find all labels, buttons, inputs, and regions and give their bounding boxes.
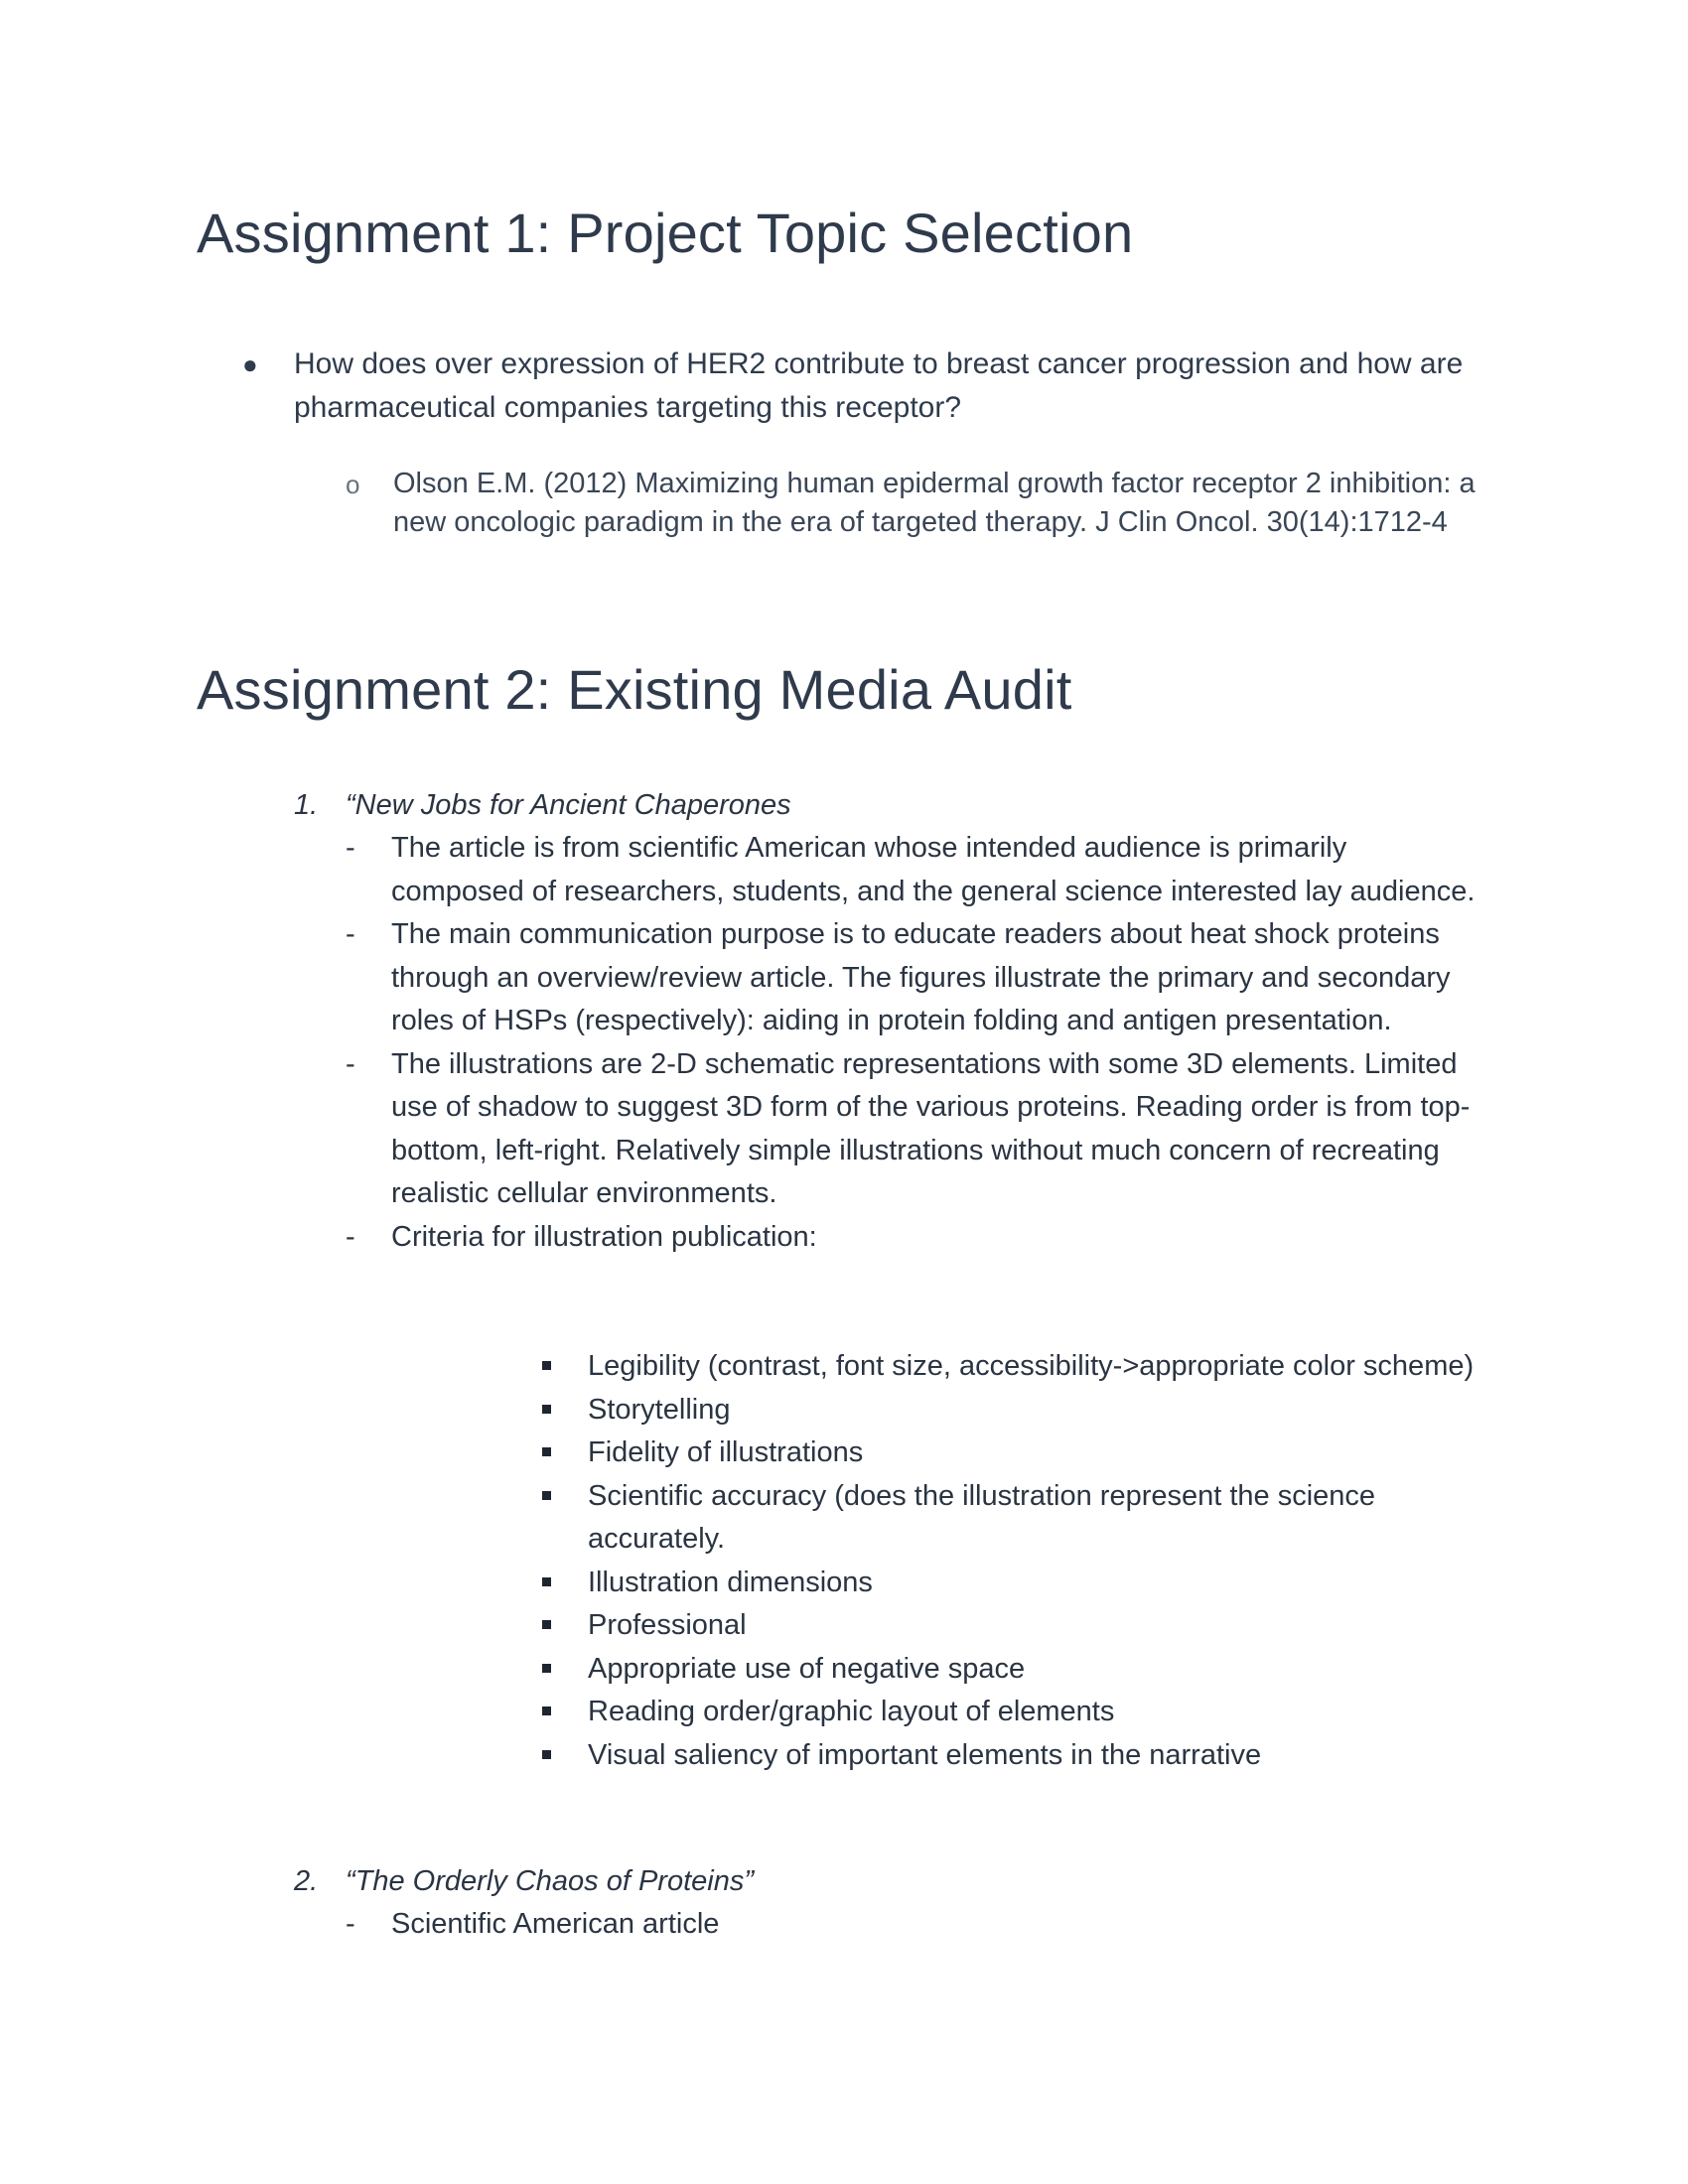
square-bullet-icon bbox=[542, 1491, 551, 1500]
list-item: - Criteria for illustration publication: bbox=[346, 1216, 1487, 1260]
square-bullet-icon bbox=[542, 1361, 551, 1370]
bullet-circle: o bbox=[346, 470, 360, 499]
list-item: Scientific accuracy (does the illustration represent the science accurately. bbox=[542, 1475, 1495, 1562]
media-item-2-title bbox=[294, 1859, 754, 1903]
list-item: Professional bbox=[542, 1604, 1495, 1648]
research-question-text: How does over expression of HER2 contribute to breast cancer progression and how are pharmaceutical companies targeting this receptor? bbox=[294, 347, 1464, 424]
list-item: - Scientific American article bbox=[346, 1903, 1487, 1947]
item-number: 1. bbox=[294, 789, 319, 821]
assignment-2-heading: Assignment 2: Existing Media Audit bbox=[197, 658, 1072, 721]
list-item: Fidelity of illustrations bbox=[542, 1432, 1495, 1475]
list-item: Appropriate use of negative space bbox=[542, 1648, 1495, 1692]
media-item-1-title bbox=[294, 783, 791, 827]
dash-marker: - bbox=[346, 1047, 355, 1080]
dash-marker: - bbox=[346, 1908, 355, 1940]
list-item: - The main communication purpose is to educate readers about heat shock proteins through an overview/review article. The figures illustrate the primary and secondary roles of HSPs (respectively): aiding in protein folding and antigen presentation. bbox=[346, 913, 1487, 1043]
list-item: - The illustrations are 2-D schematic representations with some 3D elements. Limited use of shadow to suggest 3D form of the various proteins. Reading order is from top- bottom, left-right. Relatively simple illustrations without much concern of recreating realistic cellular environments. bbox=[346, 1043, 1487, 1216]
square-bullet-icon bbox=[542, 1405, 551, 1414]
publication-criteria-list bbox=[542, 1345, 1495, 1777]
media-item-2-points bbox=[346, 1903, 1487, 1947]
square-bullet-icon bbox=[542, 1664, 551, 1673]
list-item: Legibility (contrast, font size, accessibility->appropriate color scheme) bbox=[542, 1345, 1495, 1389]
dash-marker: - bbox=[346, 832, 355, 864]
list-item: Reading order/graphic layout of elements bbox=[542, 1691, 1495, 1734]
dash-marker: - bbox=[346, 1220, 355, 1253]
square-bullet-icon bbox=[542, 1706, 551, 1715]
bullet-dot: ● bbox=[242, 349, 258, 379]
square-bullet-icon bbox=[542, 1447, 551, 1456]
item-number: 2. bbox=[294, 1865, 319, 1897]
list-item: Visual saliency of important elements in the narrative bbox=[542, 1734, 1495, 1778]
list-item: - The article is from scientific American whose intended audience is primarily composed of researchers, students, and the general science interested lay audience. bbox=[346, 827, 1487, 913]
square-bullet-icon bbox=[542, 1577, 551, 1586]
assignment-1-heading: Assignment 1: Project Topic Selection bbox=[197, 202, 1134, 264]
dash-marker: - bbox=[346, 918, 355, 950]
list-item: Storytelling bbox=[542, 1389, 1495, 1433]
list-item: Illustration dimensions bbox=[542, 1562, 1495, 1605]
media-item-1-points bbox=[346, 827, 1487, 1259]
square-bullet-icon bbox=[542, 1620, 551, 1629]
item-title: “New Jobs for Ancient Chaperones bbox=[346, 789, 791, 821]
item-title: “The Orderly Chaos of Proteins” bbox=[346, 1865, 754, 1897]
reference-text: Olson E.M. (2012) Maximizing human epidermal growth factor receptor 2 inhibition: a new oncologic paradigm in the era of targeted therapy. J Clin Oncol. 30(14):1712-4 bbox=[393, 468, 1476, 538]
square-bullet-icon bbox=[542, 1750, 551, 1759]
